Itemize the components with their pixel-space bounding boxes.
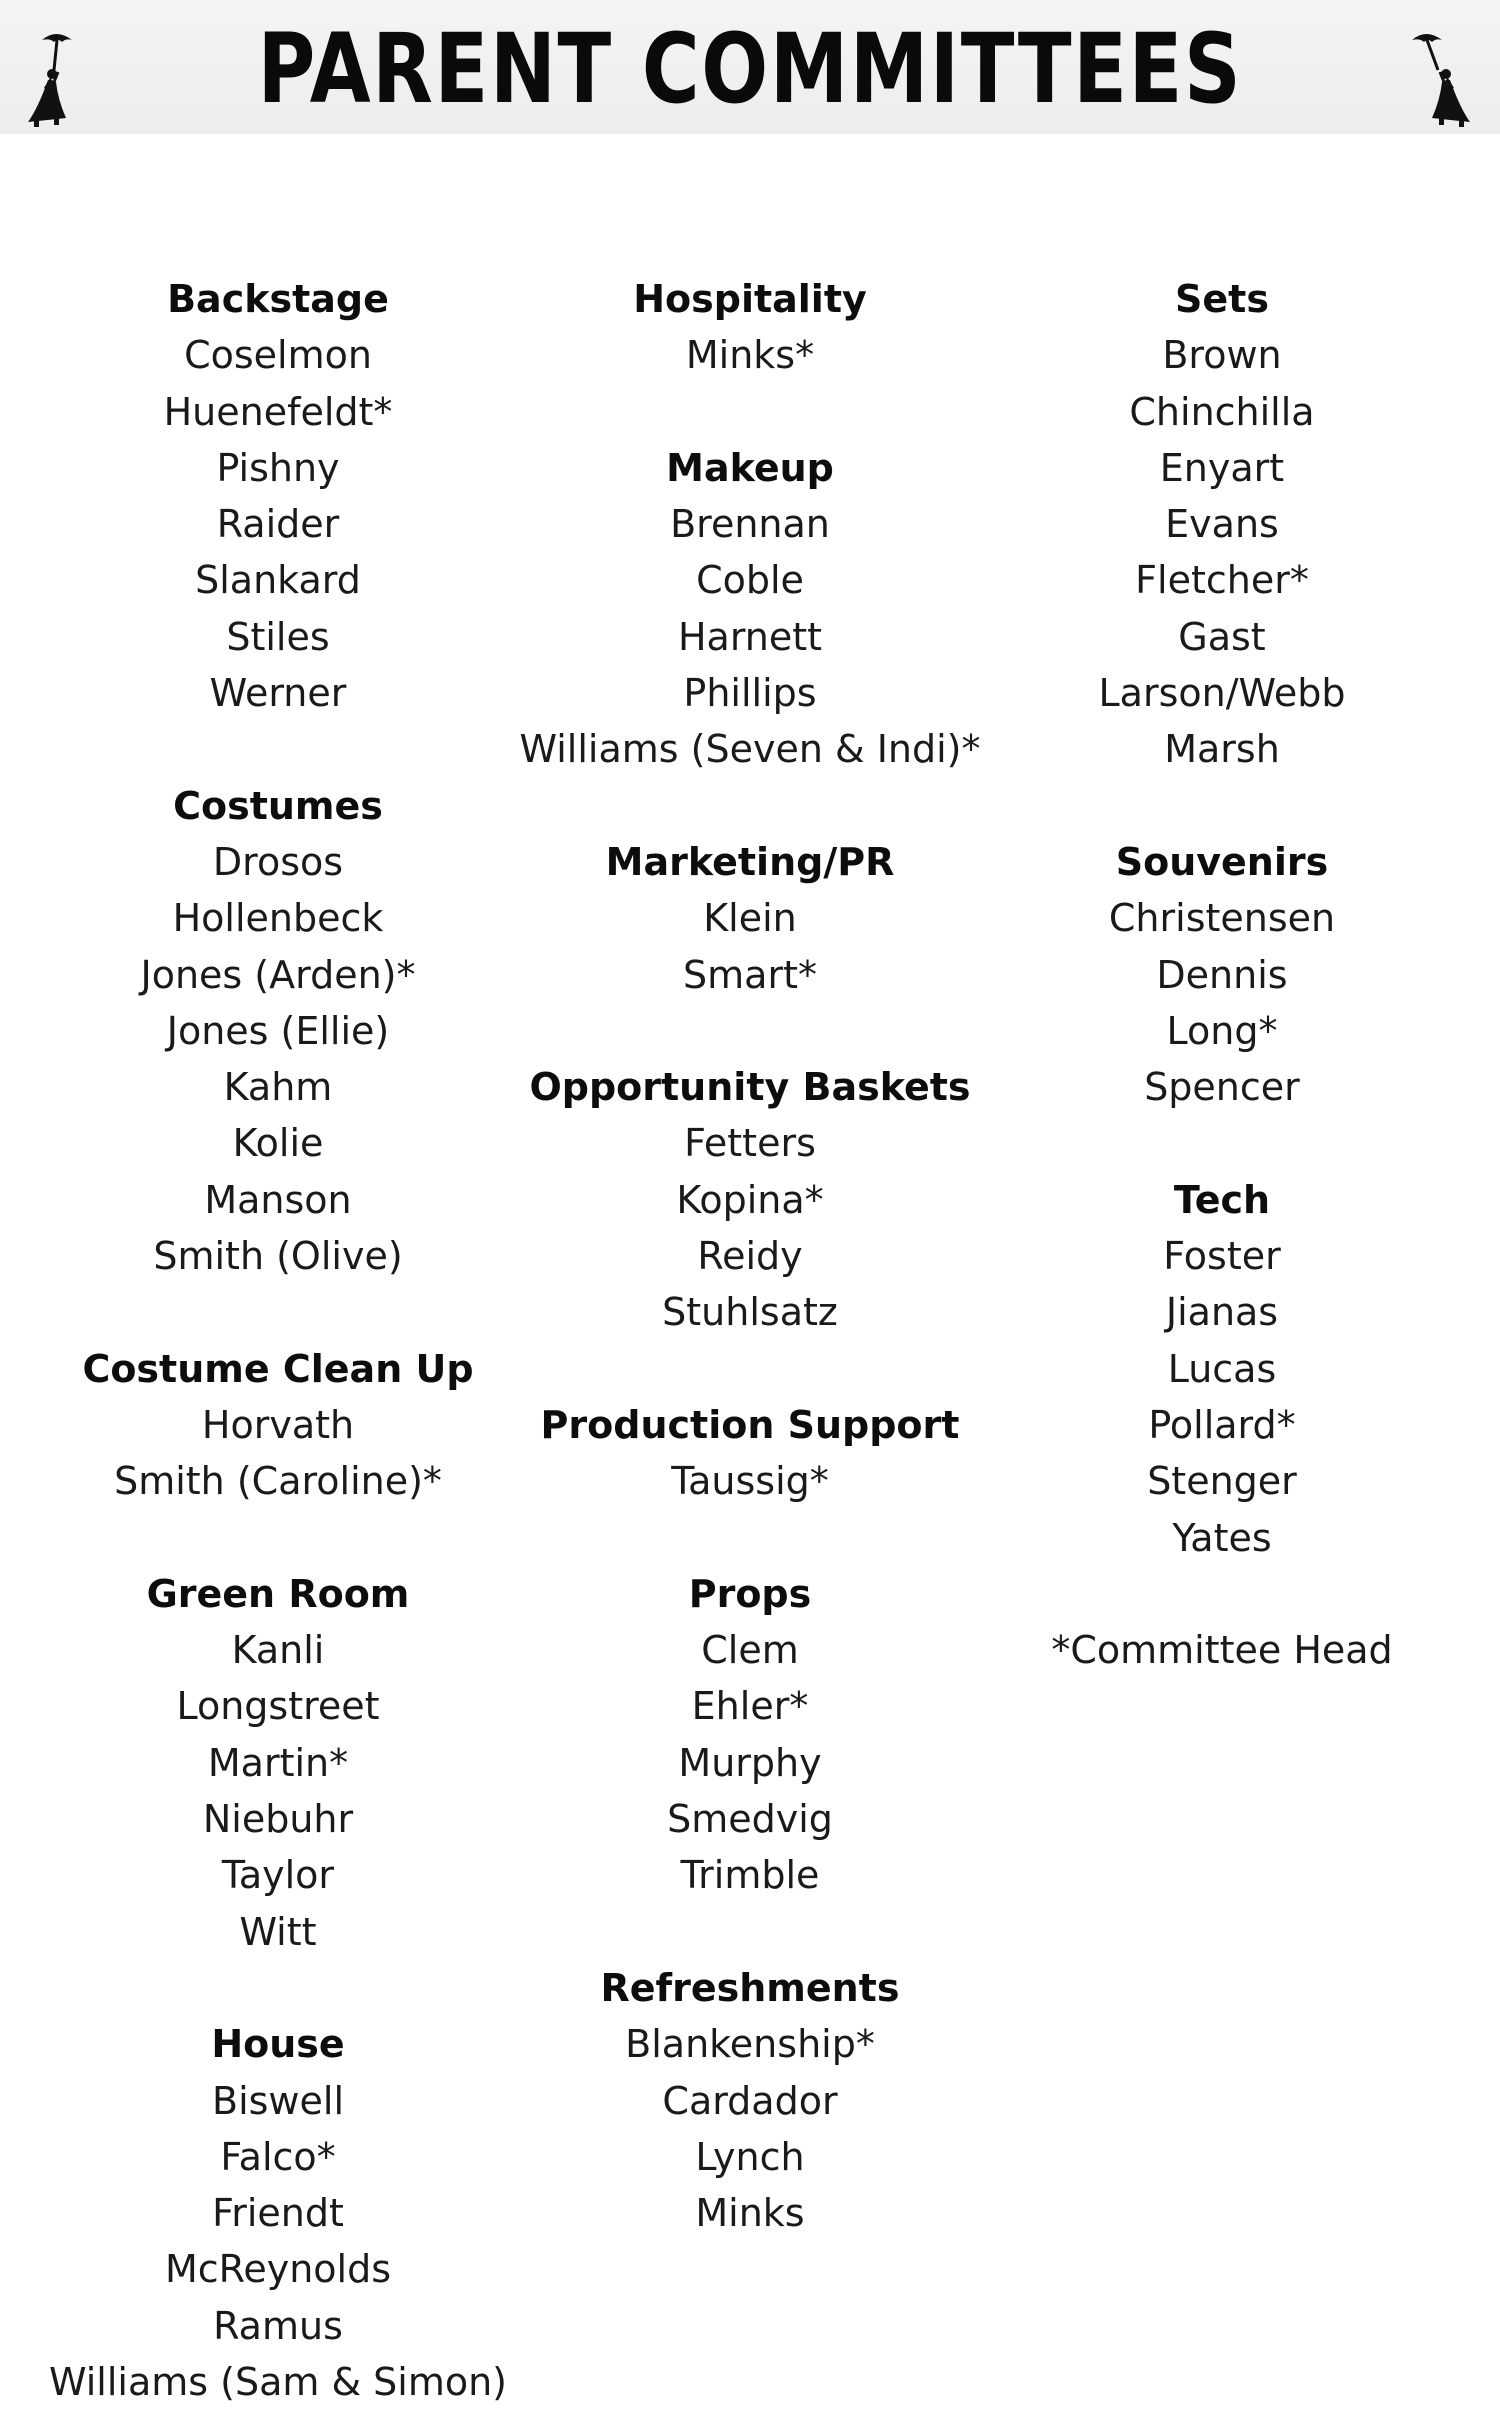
committee-member: Witt [239, 1909, 317, 1954]
committee-member: Stenger [1147, 1459, 1297, 1504]
committee-heading: Refreshments [600, 1965, 900, 2010]
committee-member: Raider [216, 502, 340, 547]
committee-heading: Sets [1175, 277, 1269, 321]
committee-member: Kopina* [676, 1177, 824, 1222]
committee-member: Stiles [226, 614, 330, 659]
committee-member: Reidy [697, 1234, 803, 1279]
committee-column-1 [38, 271, 518, 2410]
committee-head-footnote: *Committee Head [1051, 1628, 1393, 1673]
committee-member: Friendt [212, 2191, 344, 2236]
committee-member: Foster [1163, 1234, 1281, 1279]
committee-member: Ramus [213, 2303, 343, 2348]
umbrella-lady-silhouette-icon [14, 30, 100, 130]
committee-member: Harnett [677, 614, 823, 659]
committee-member: Fletcher* [1135, 558, 1309, 603]
committee-member: Slankard [195, 558, 361, 603]
committee-member: Coselmon [184, 333, 372, 378]
committee-member: Taylor [221, 1853, 335, 1898]
committee-member: Hollenbeck [172, 896, 384, 941]
committee-heading: Marketing/PR [605, 839, 895, 884]
committee-member: Long* [1166, 1008, 1278, 1053]
committee-member: Trimble [680, 1853, 820, 1898]
committee-member: Smedvig [667, 1797, 833, 1842]
committee-member: Stuhlsatz [662, 1290, 838, 1335]
committee-member: Smith (Caroline)* [114, 1459, 442, 1504]
section-spacer [510, 1510, 990, 1566]
committee-member: Huenefeldt* [163, 389, 393, 434]
committee-member: Martin* [207, 1740, 349, 1785]
committee-heading: Backstage [167, 277, 389, 321]
committee-member: Spencer [1144, 1065, 1300, 1110]
section-spacer [982, 778, 1462, 834]
section-spacer [982, 1115, 1462, 1171]
committee-member: Brown [1162, 333, 1282, 378]
committee-heading: Production Support [540, 1402, 960, 1447]
committee-member: Murphy [678, 1740, 822, 1785]
committee-member: Smart* [683, 952, 817, 997]
section-spacer [510, 1904, 990, 1960]
committee-member: Longstreet [176, 1684, 380, 1729]
committee-member: Kolie [232, 1121, 324, 1166]
umbrella-lady-silhouette-icon [1398, 30, 1484, 130]
committee-member: Lynch [695, 2134, 805, 2179]
committee-heading: Props [688, 1571, 812, 1616]
committee-member: Kanli [231, 1628, 325, 1673]
committee-member: Fetters [684, 1121, 816, 1166]
committee-member: Gast [1178, 614, 1266, 659]
section-spacer [38, 721, 518, 777]
committee-member: Biswell [212, 2078, 344, 2123]
committee-heading: Hospitality [633, 277, 867, 321]
page-header [0, 0, 1500, 134]
committee-member: Enyart [1159, 445, 1285, 490]
committee-member: Minks* [685, 333, 815, 378]
committee-member: Werner [209, 671, 347, 716]
section-spacer [510, 1003, 990, 1059]
committee-heading: Tech [1173, 1177, 1271, 1222]
committee-member: Ehler* [691, 1684, 809, 1729]
committee-member: Williams (Sam & Simon) [48, 2359, 508, 2404]
committee-member: Drosos [212, 839, 344, 884]
committee-heading: Opportunity Baskets [529, 1065, 971, 1110]
committee-member: Klein [703, 896, 797, 941]
committee-member: Minks [695, 2191, 805, 2236]
committee-member: Jianas [1165, 1290, 1279, 1335]
committee-member: Brennan [670, 502, 830, 547]
committee-member: Niebuhr [202, 1797, 354, 1842]
committee-member: Dennis [1156, 952, 1288, 997]
committee-member: Williams (Seven & Indi)* [519, 727, 981, 772]
committee-member: Blankenship* [625, 2022, 875, 2067]
section-spacer [38, 1960, 518, 2016]
committee-member: Christensen [1108, 896, 1336, 941]
committee-member: Coble [696, 558, 804, 603]
committee-member: Jones (Ellie) [166, 1008, 390, 1053]
committee-heading: House [211, 2022, 345, 2067]
page-title: PARENT COMMITTEES [257, 13, 1243, 125]
section-spacer [982, 1566, 1462, 1622]
section-spacer [510, 384, 990, 440]
committee-heading: Makeup [666, 445, 834, 490]
committee-member: McReynolds [164, 2247, 392, 2292]
committee-member: Clem [701, 1628, 799, 1673]
section-spacer [38, 1284, 518, 1340]
committee-member: Larson/Webb [1098, 671, 1346, 716]
committee-member: Chinchilla [1129, 389, 1315, 434]
committee-member: Horvath [201, 1402, 355, 1447]
committee-member: Falco* [220, 2134, 336, 2179]
committee-member: Lucas [1167, 1346, 1277, 1391]
committee-member: Phillips [683, 671, 817, 716]
committee-member: Pishny [216, 445, 340, 490]
committee-member: Yates [1172, 1515, 1272, 1560]
section-spacer [510, 778, 990, 834]
committee-column-2 [510, 271, 990, 2241]
committee-heading: Costumes [173, 783, 383, 828]
committee-member: Manson [204, 1177, 352, 1222]
committee-member: Cardador [662, 2078, 838, 2123]
committee-member: Kahm [223, 1065, 333, 1110]
committee-column-3 [982, 271, 1462, 1678]
committee-member: Jones (Arden)* [140, 952, 416, 997]
committee-member: Smith (Olive) [153, 1234, 403, 1279]
committee-heading: Green Room [146, 1571, 410, 1616]
section-spacer [510, 1341, 990, 1397]
committee-member: Marsh [1164, 727, 1280, 772]
committee-member: Pollard* [1148, 1402, 1296, 1447]
committee-heading: Costume Clean Up [82, 1346, 474, 1391]
section-spacer [38, 1510, 518, 1566]
committee-heading: Souvenirs [1115, 839, 1329, 884]
committee-member: Evans [1165, 502, 1279, 547]
committee-member: Taussig* [671, 1459, 829, 1504]
